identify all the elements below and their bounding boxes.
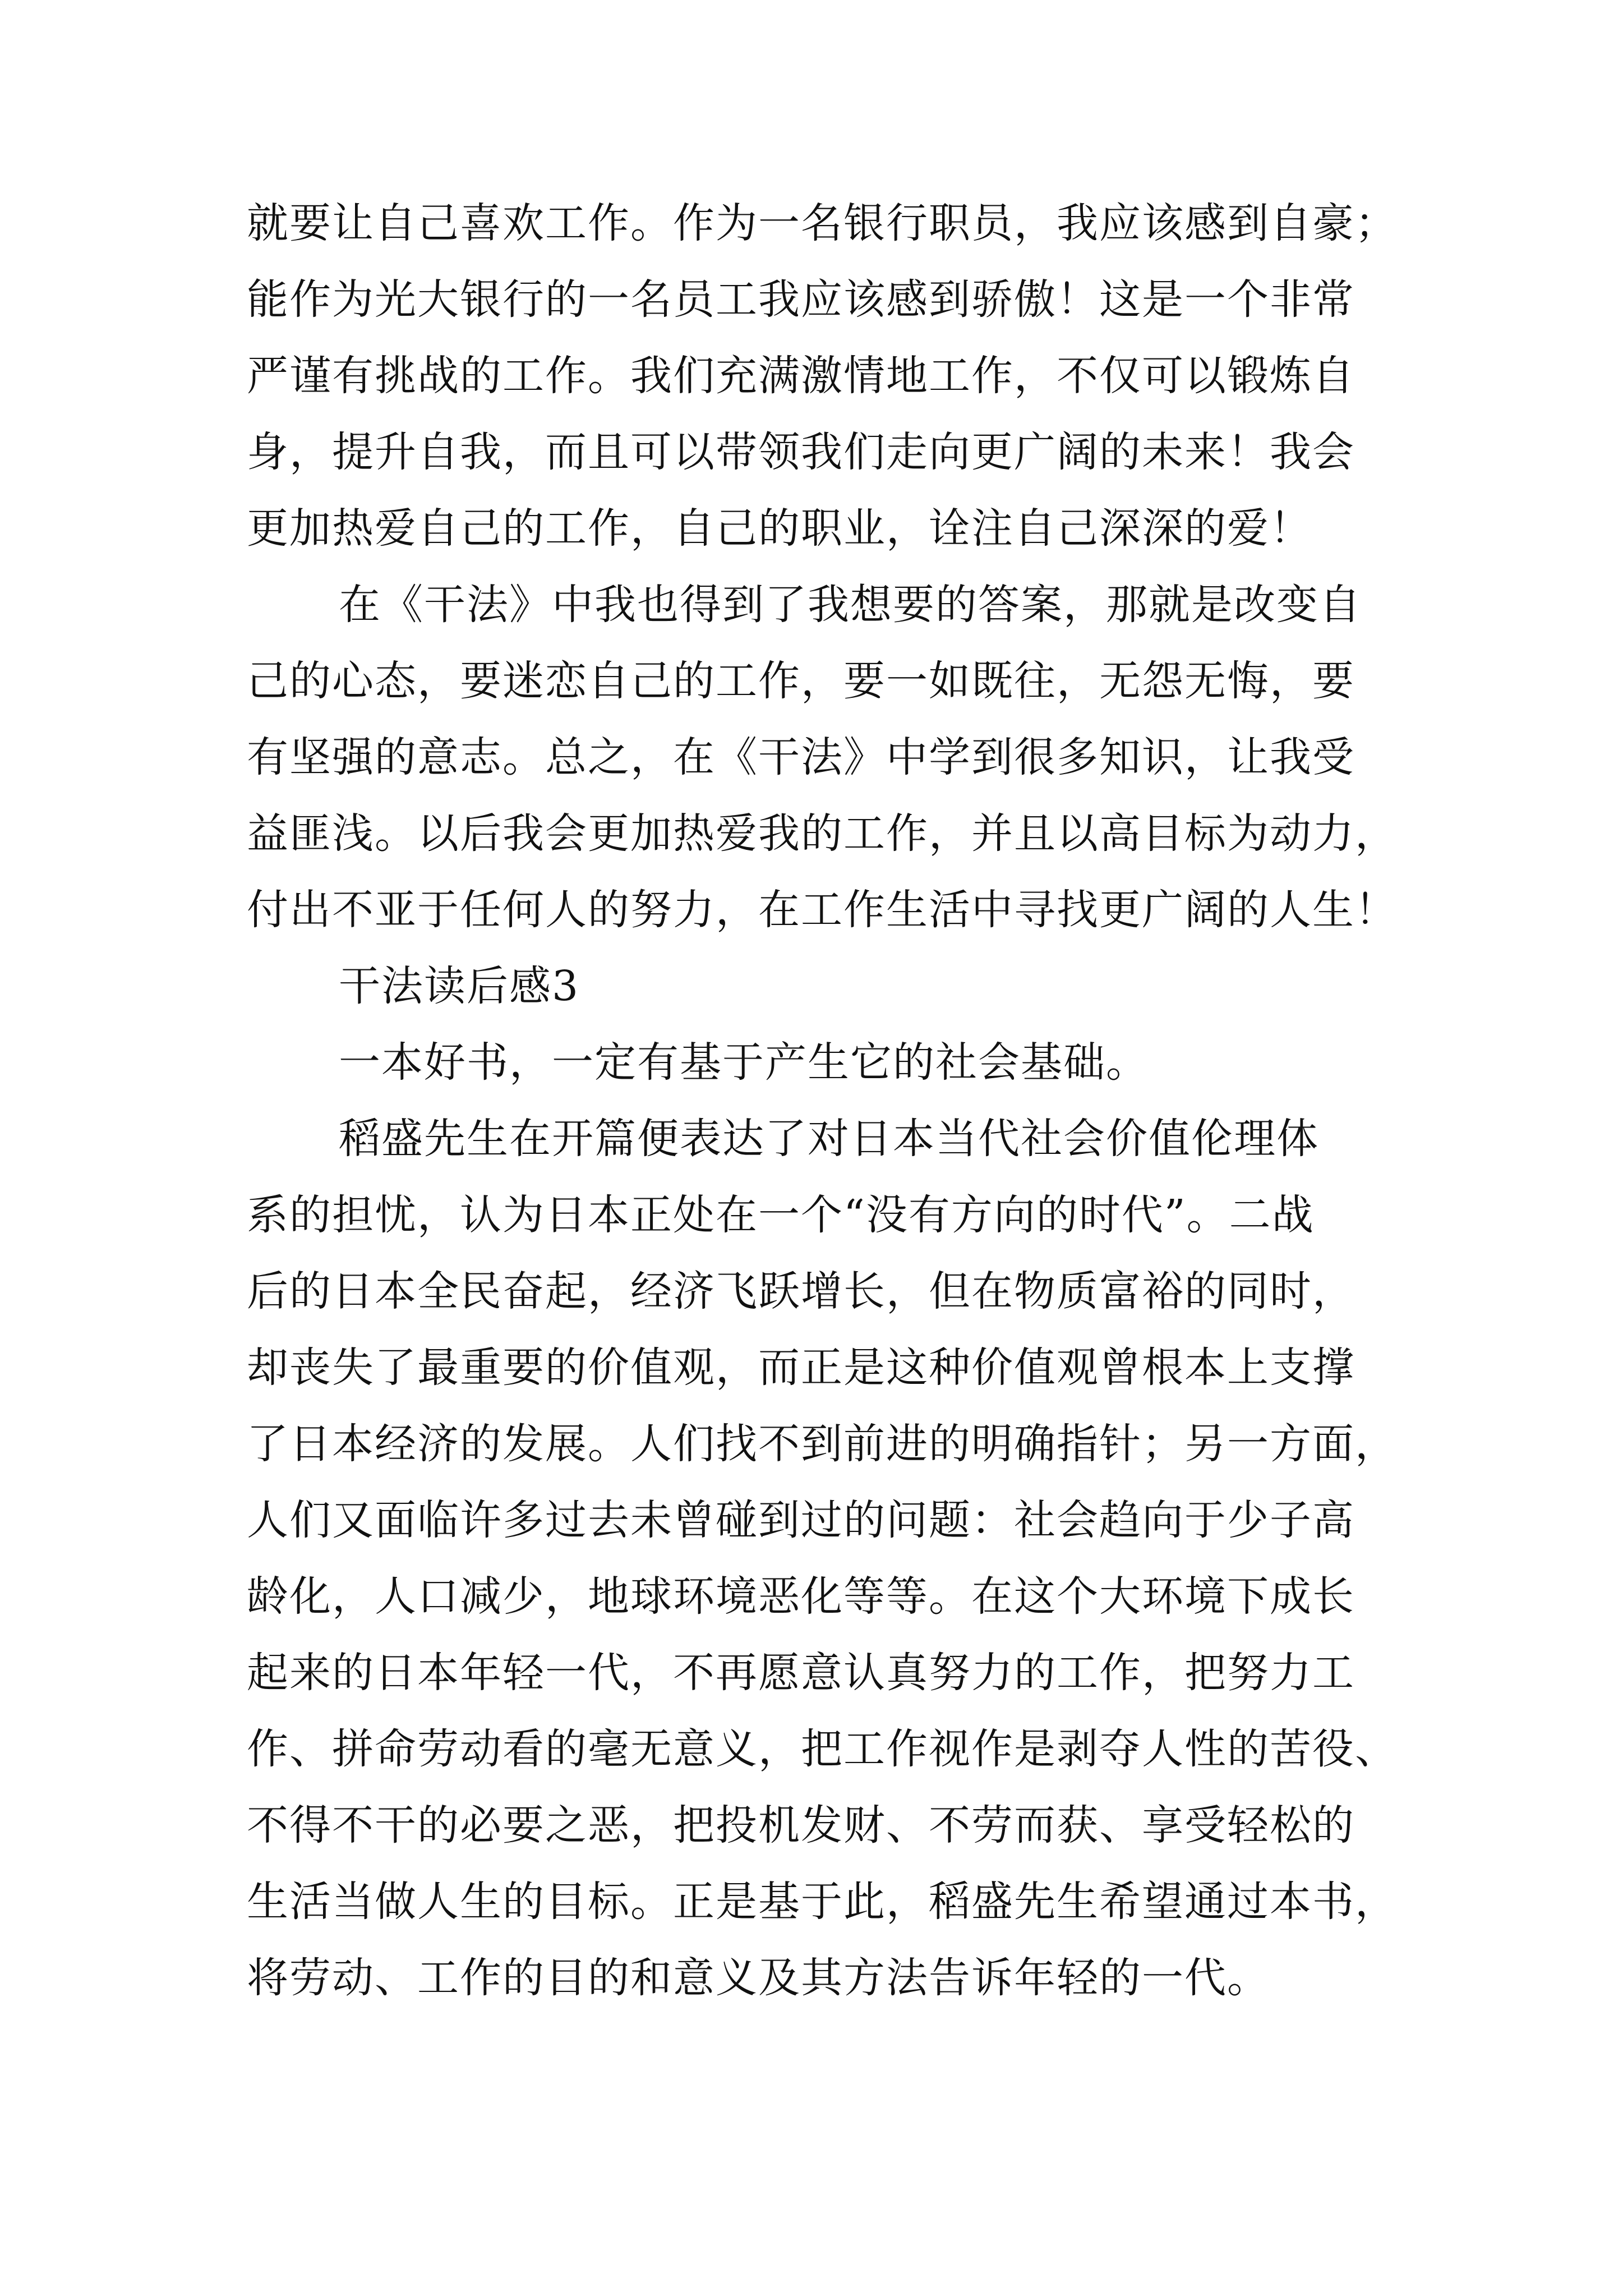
- text-line: 不得不干的必要之恶，把投机发财、不劳而获、享受轻松的: [247, 1801, 1355, 1849]
- text-line: 人们又面临许多过去未曾碰到过的问题：社会趋向于少子高: [247, 1496, 1355, 1544]
- text-line: 能作为光大银行的一名员工我应该感到骄傲！这是一个非常: [247, 275, 1355, 324]
- text-line: 付出不亚于任何人的努力，在工作生活中寻找更广阔的人生！: [247, 886, 1398, 934]
- text-line: 了日本经济的发展。人们找不到前进的明确指针；另一方面，: [247, 1420, 1398, 1468]
- text-line: 己的心态，要迷恋自己的工作，要一如既往，无怨无悔，要: [247, 657, 1355, 705]
- text-line: 更加热爱自己的工作，自己的职业，诠注自己深深的爱！: [247, 504, 1312, 553]
- text-line: 身，提升自我，而且可以带领我们走向更广阔的未来！我会: [247, 428, 1355, 476]
- text-line: 稻盛先生在开篇便表达了对日本当代社会价值伦理体: [339, 1115, 1319, 1163]
- text-line: 有坚强的意志。总之，在《干法》中学到很多知识，让我受: [247, 733, 1355, 781]
- paragraph-1: [247, 185, 1398, 567]
- paragraph-2: [247, 567, 1398, 948]
- text-line: 在《干法》中我也得到了我想要的答案，那就是改变自: [339, 581, 1362, 629]
- text-line: 就要让自己喜欢工作。作为一名银行职员，我应该感到自豪；: [247, 199, 1398, 247]
- text-line: 却丧失了最重要的价值观，而正是这种价值观曾根本上支撑: [247, 1343, 1355, 1392]
- paragraph-4: [247, 1101, 1398, 2016]
- section-heading: [247, 948, 1391, 1024]
- heading-text: 干法读后感3: [339, 962, 580, 1010]
- text-line: 益匪浅。以后我会更加热爱我的工作，并且以高目标为动力，: [247, 809, 1398, 858]
- text-line: 生活当做人生的目标。正是基于此，稻盛先生希望通过本书，: [247, 1878, 1398, 1926]
- text-line: 龄化，人口减少，地球环境恶化等等。在这个大环境下成长: [247, 1572, 1355, 1621]
- text-line: 一本好书，一定有基于产生它的社会基础。: [339, 1038, 1149, 1087]
- text-line: 严谨有挑战的工作。我们充满激情地工作，不仅可以锻炼自: [247, 352, 1355, 400]
- document-body: [247, 185, 1398, 2016]
- text-line: 后的日本全民奋起，经济飞跃增长，但在物质富裕的同时，: [247, 1267, 1355, 1315]
- text-line: 作、拼命劳动看的毫无意义，把工作视作是剥夺人性的苦役、: [247, 1725, 1398, 1773]
- text-line: 系的担忧，认为日本正处在一个“没有方向的时代”。二战: [247, 1191, 1315, 1239]
- paragraph-3: [247, 1024, 1391, 1101]
- text-line: 起来的日本年轻一代，不再愿意认真努力的工作，把努力工: [247, 1649, 1355, 1697]
- text-line: 将劳动、工作的目的和意义及其方法告诉年轻的一代。: [247, 1954, 1270, 2002]
